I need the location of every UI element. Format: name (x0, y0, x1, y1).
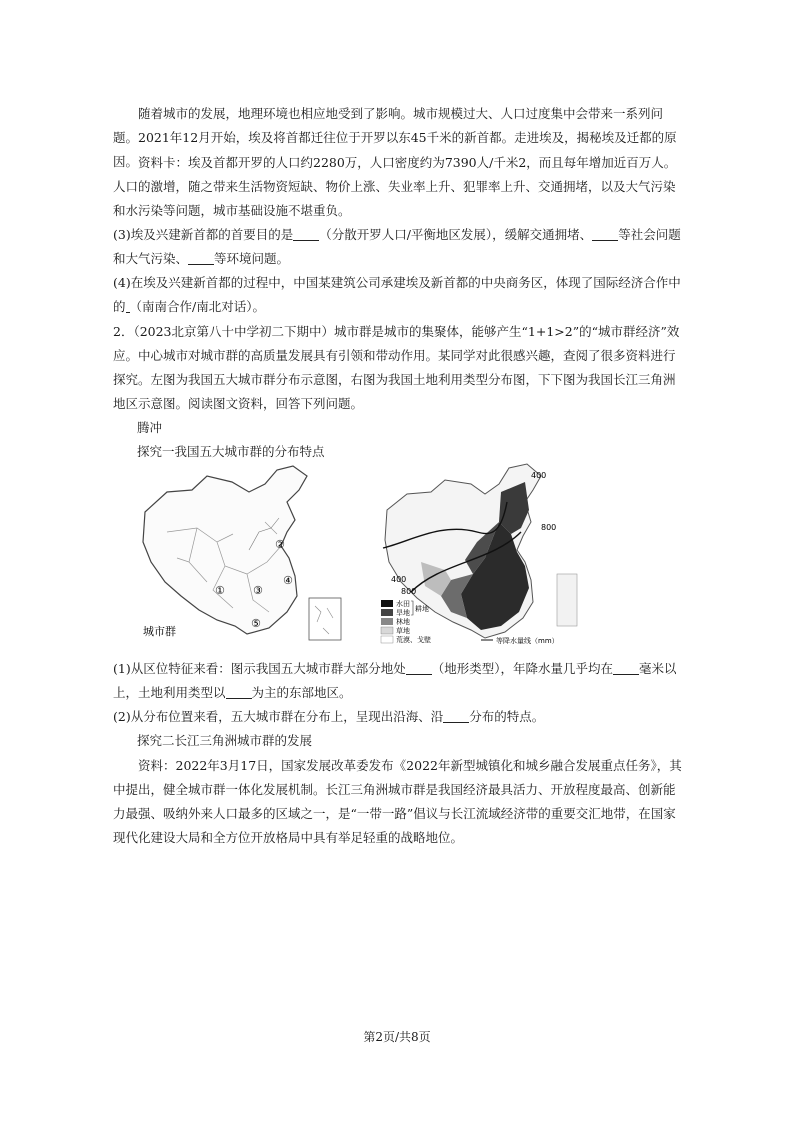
isohyet-label-800-right: 800 (541, 523, 557, 532)
answer-blank-2-1a[interactable] (406, 660, 432, 675)
svg-text:林地: 林地 (396, 618, 410, 626)
svg-text:水田: 水田 (396, 600, 410, 608)
data-card-paragraph: 资料卡：埃及首都开罗的人口约2280万，人口密度约为7390人/千米2，而且每年增加近百万人。人口的激增，随之带来生活物资短缺、物价上涨、失业率上升、犯罪率上升、交通拥堵，以及大气污染和水污染等问题，城市基础设施不堪重负。 (113, 155, 677, 218)
city-cluster-marker-3: ③ (253, 584, 263, 597)
map-legend-city-cluster: 城市群 (143, 625, 176, 638)
isohyet-label-800-left: 800 (401, 587, 417, 596)
answer-blank-2-1b[interactable] (613, 660, 639, 675)
svg-text:旱地: 旱地 (396, 609, 410, 617)
svg-text:耕地: 耕地 (415, 605, 429, 613)
place-label-tengchong: 腾冲 (137, 420, 163, 435)
maps-figure (137, 462, 607, 650)
answer-blank-2-2[interactable] (443, 708, 469, 723)
answer-blank-3c[interactable] (188, 250, 214, 265)
intro-paragraph: 随着城市的发展，地理环境也相应地受到了影响。城市规模过大、人口过度集中会带来一系列问题。2021年12月开始，埃及将首都迁往位于开罗以东45千米的新首都。走进埃及，揭秘埃及迁都的原因。 (113, 106, 677, 169)
page-footer: 第2页/共8页 (363, 1030, 431, 1044)
isohyet-label-400-left: 400 (391, 575, 407, 584)
explore-2-heading: 探究二长江三角洲城市群的发展 (137, 733, 313, 748)
question-2-2: (2)从分布位置来看，五大城市群在分布上，呈现出沿海、沿 分布的特点。 (113, 709, 545, 724)
answer-blank-3b[interactable] (592, 226, 618, 241)
answer-blank-3a[interactable] (293, 226, 319, 241)
urban-agglomeration-map (143, 466, 341, 640)
question-4: (4)在埃及兴建新首都的过程中，中国某建筑公司承建埃及新首都的中央商务区，体现了国际经济合作中的 （南南合作/南北对话）。 (113, 275, 681, 314)
svg-text:草地: 草地 (396, 627, 410, 635)
city-cluster-marker-1: ① (215, 584, 225, 597)
south-sea-inset (309, 598, 341, 640)
isohyet-label-400-top: 400 (531, 471, 547, 480)
question-3: (3)埃及兴建新首都的首要目的是 （分散开罗人口/平衡地区发展），缓解交通拥堵、 等社会问题和大气污染、 等环境问题。 (113, 227, 681, 266)
explore-1-heading: 探究一我国五大城市群的分布特点 (137, 444, 325, 459)
svg-text:荒漠、戈壁: 荒漠、戈壁 (396, 636, 431, 644)
answer-blank-2-1c[interactable] (226, 684, 252, 699)
material-paragraph: 资料：2022年3月17日，国家发展改革委发布《2022年新型城镇化和城乡融合发展重点任务》，其中提出，健全城市群一体化发展机制。长江三角洲城市群是我国经济最具活力、开放程度最高、创新能力最强、吸纳外来人口最多的区域之一，是“一带一路”倡议与长江流域经济带的重要交汇地带，在国家现代化建设大局和全方位开放格局中具有举足轻重的战略地位。 (113, 758, 682, 845)
question-2-1: (1)从区位特征来看：图示我国五大城市群大部分地处 （地形类型），年降水量几乎均在 毫米以上，土地利用类型以 为主的东部地区。 (113, 661, 677, 700)
svg-text:等降水量线（mm）: 等降水量线（mm） (496, 637, 559, 645)
city-cluster-marker-4: ④ (283, 574, 293, 587)
land-use-map (381, 464, 577, 645)
city-cluster-marker-2: ② (275, 538, 285, 551)
question-2-stem: 2．（2023北京第八十中学初二下期中）城市群是城市的集聚体，能够产生“1+1>2”的“城市群经济”效应。中心城市对城市群的高质量发展具有引领和带动作用。某同学对此很感兴趣，查阅了很多资料进行探究。左图为我国五大城市群分布示意图，右图为我国土地利用类型分布图，下下图为我国长江三角洲地区示意图。阅读图文资料，回答下列问题。 (113, 324, 680, 411)
city-cluster-marker-5: ⑤ (251, 617, 261, 630)
